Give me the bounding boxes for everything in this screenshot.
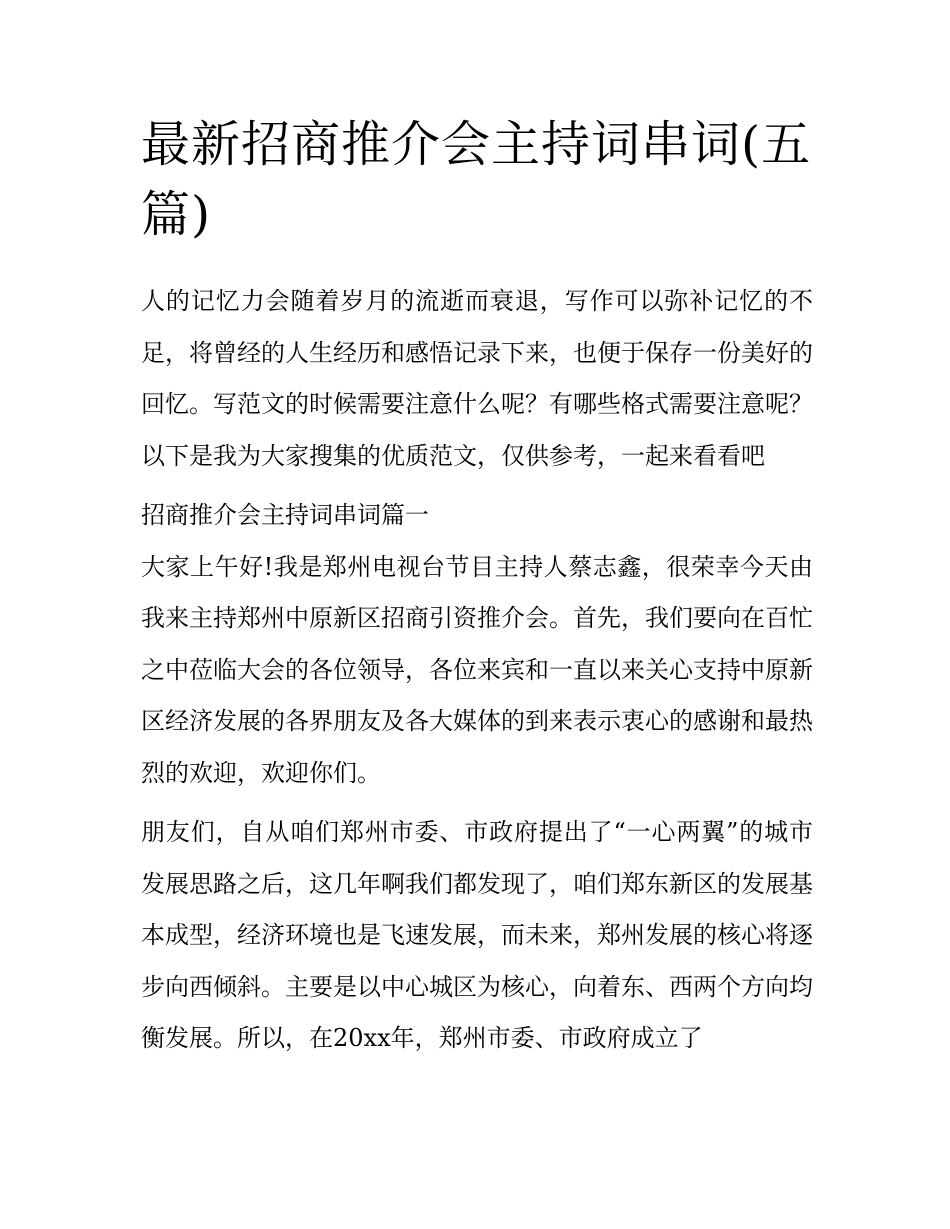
section-heading: 招商推介会主持词串词篇一 [141,501,429,529]
document-page [141,110,813,1065]
body-paragraph-1: 大家上午好!我是郑州电视台节目主持人蔡志鑫，很荣幸今天由我来主持郑州中原新区招商引资推介会。首先，我们要向在百忙之中莅临大会的各位领导，各位来宾和一直以来关心支持中原新区经济发展的各界朋友及各大媒体的到来表示衷心的感谢和最热烈的欢迎，欢迎你们。 [141,552,813,787]
body-paragraph-2: 朋友们，自从咱们郑州市委、市政府提出了“一心两翼”的城市发展思路之后，这几年啊我们都发现了，咱们郑东新区的发展基本成型，经济环境也是飞速发展，而未来，郑州发展的核心将逐步向西倾斜。主要是以中心城区为核心，向着东、西两个方向均衡发展。所以，在20xx年，郑州市委、市政府成立了 [141,818,813,1052]
document-title: 最新招商推介会主持词串词(五篇) [141,116,812,243]
intro-paragraph: 人的记忆力会随着岁月的流逝而衰退，写作可以弥补记忆的不足，将曾经的人生经历和感悟记录下来，也便于保存一份美好的回忆。写范文的时候需要注意什么呢？有哪些格式需要注意呢？以下是我为大家搜集的优质范文，仅供参考，一起来看看吧 [141,287,813,470]
